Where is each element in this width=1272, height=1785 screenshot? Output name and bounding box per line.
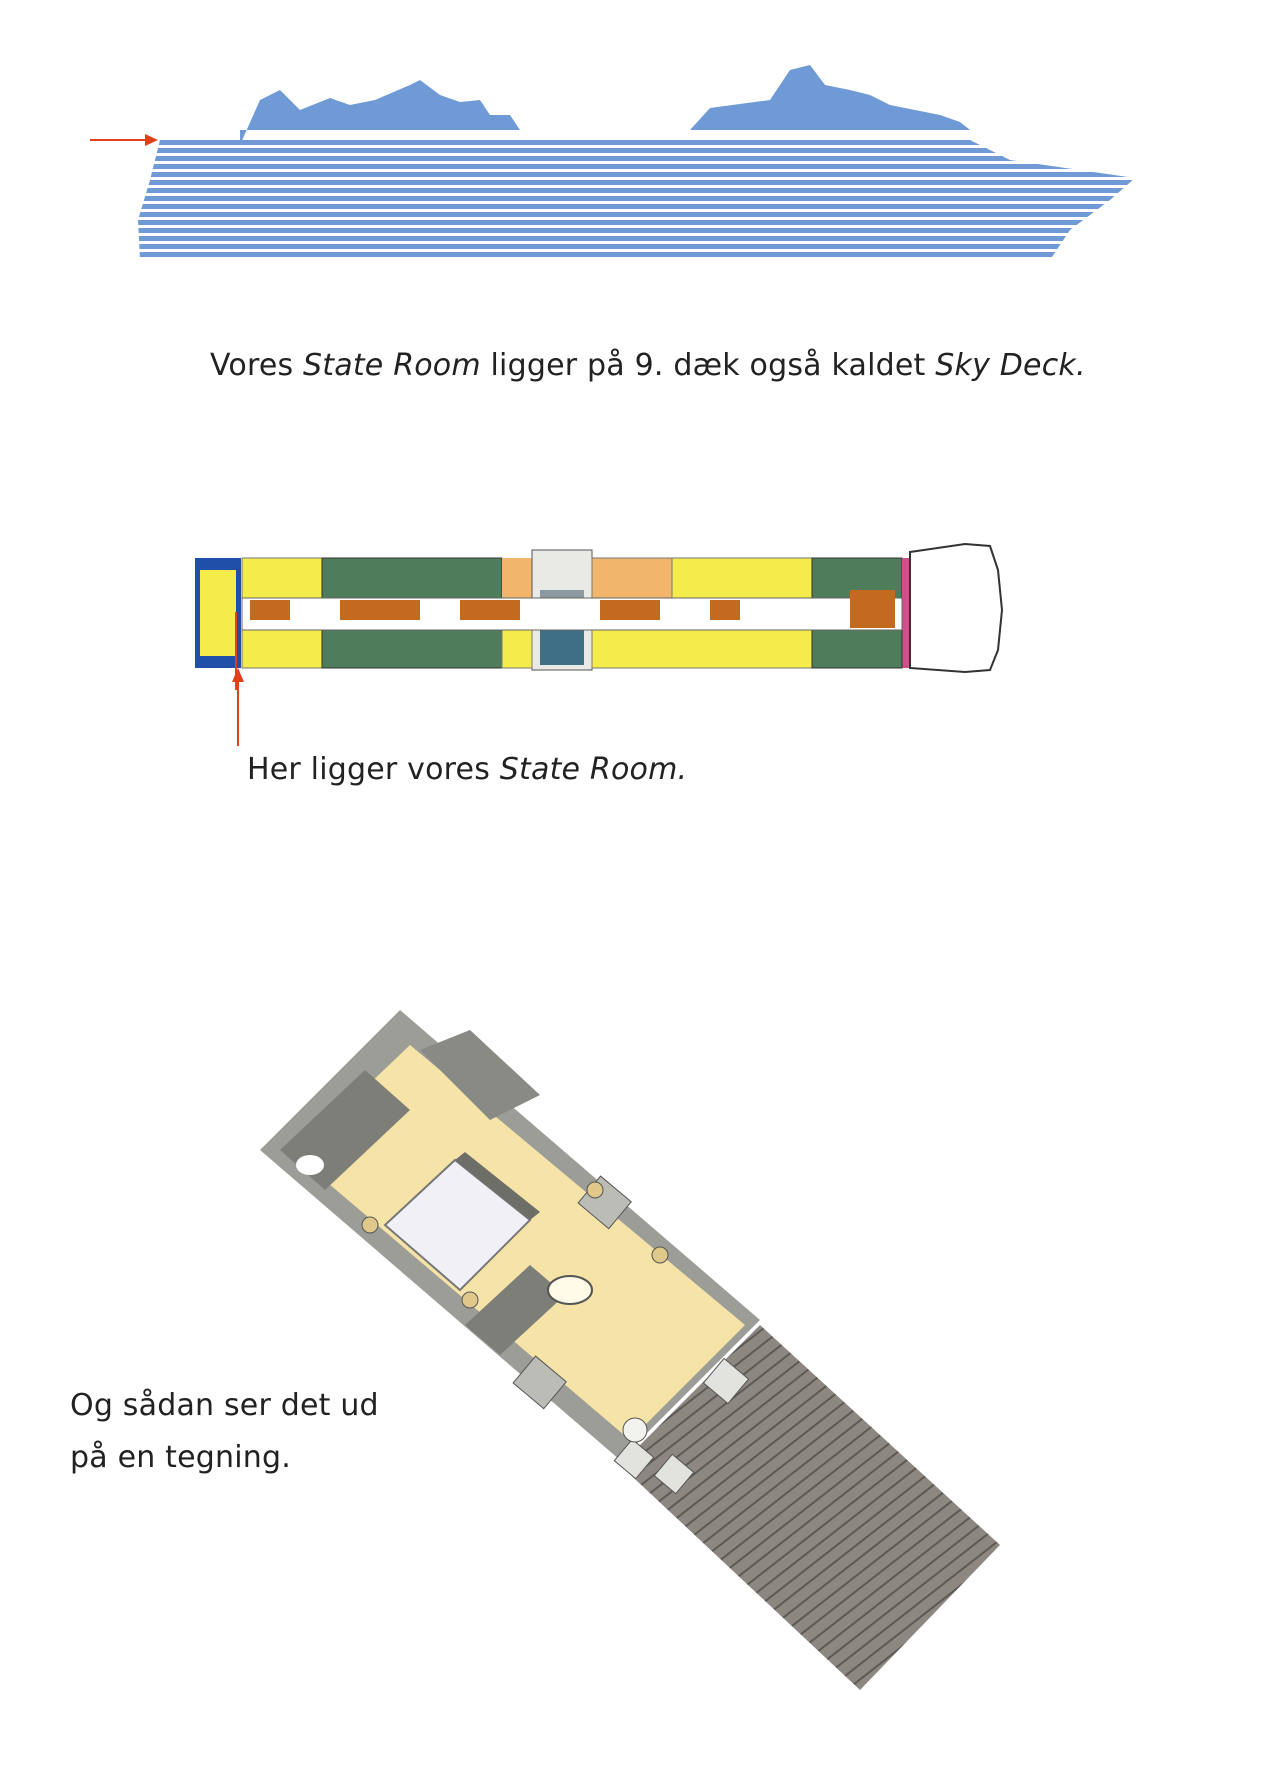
caption-line: Og sådan ser det ud: [70, 1388, 379, 1423]
coffee-table: [548, 1276, 592, 1304]
ship-profile-illustration: [90, 60, 1200, 280]
caption-text: ligger på 9. dæk også kaldet: [480, 348, 936, 383]
caption-emphasis-sky-deck: Sky Deck.: [935, 348, 1086, 383]
caption-text: Her ligger vores: [247, 752, 500, 787]
caption-emphasis-state-room: State Room.: [499, 752, 688, 787]
balcony-table: [623, 1418, 647, 1442]
caption-emphasis-state-room: State Room: [303, 348, 481, 383]
drawing-caption: [70, 1380, 379, 1484]
ship-hull: [138, 140, 1135, 260]
caption-line: på en tegning.: [70, 1440, 291, 1475]
deck-location-caption: [210, 348, 1086, 383]
deck-plan-illustration: [190, 530, 1150, 690]
stateroom-arrow: [228, 668, 248, 748]
ship-superstructure: [240, 65, 970, 145]
deck-bow: [910, 544, 1002, 672]
deck-arrow-marker: [90, 134, 158, 146]
stateroom-location-caption: [247, 752, 687, 787]
caption-text: Vores: [210, 348, 304, 383]
